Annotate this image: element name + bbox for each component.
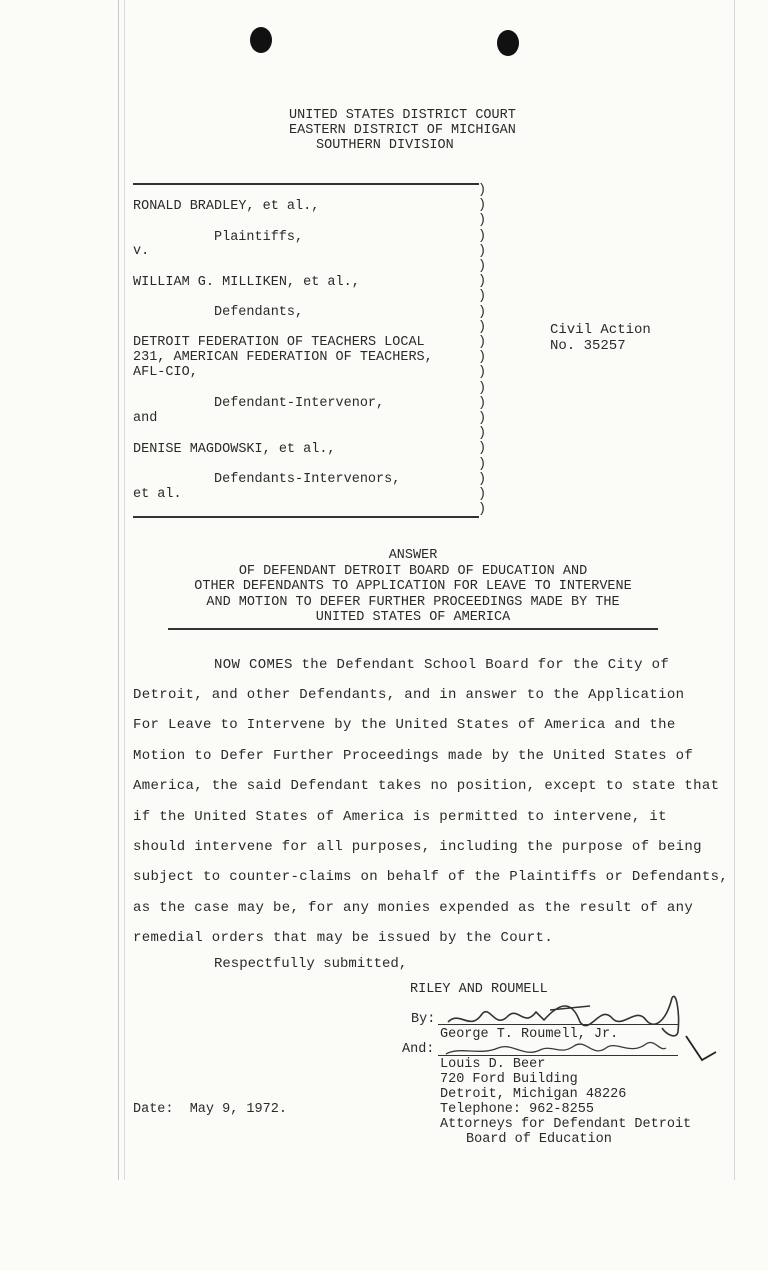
- left-margin-line: [118, 0, 119, 1180]
- attorneys-line1: Attorneys for Defendant Detroit: [440, 1117, 692, 1132]
- caption-plaintiffs-label: Plaintiffs,: [214, 230, 304, 245]
- case-type: Civil Action: [550, 322, 651, 338]
- body-line-4: Motion to Defer Further Proceedings made by the United States of: [133, 748, 694, 764]
- body-line-8: subject to counter-claims on behalf of the Plaintiffs or Defendants,: [133, 869, 729, 885]
- caption-et-al: et al.: [133, 487, 182, 502]
- title-line2: OF DEFENDANT DETROIT BOARD OF EDUCATION AND: [238, 564, 588, 579]
- body-line-9: as the case may be, for any monies expended as the result of any: [133, 900, 694, 916]
- body-line-2: Detroit, and other Defendants, and in answer to the Application: [133, 687, 685, 703]
- left-margin-line-2: [124, 0, 125, 1180]
- caption-intervenor-line2: 231, AMERICAN FEDERATION OF TEACHERS,: [133, 350, 433, 365]
- caption-intervenor-line3: AFL-CIO,: [133, 365, 198, 380]
- firm-name: RILEY AND ROUMELL: [410, 982, 548, 997]
- telephone: Telephone: 962-8255: [440, 1102, 594, 1117]
- caption-plaintiff: RONALD BRADLEY, et al.,: [133, 199, 320, 214]
- caption-bottom-rule: [133, 516, 479, 518]
- caption-defendants-label: Defendants,: [214, 305, 304, 320]
- punch-hole-left: [250, 27, 272, 53]
- case-number: No. 35257: [550, 338, 626, 354]
- caption-and: and: [133, 411, 158, 426]
- court-name-line3: SOUTHERN DIVISION: [316, 138, 454, 153]
- caption-paren-column: ) ) ) ) ) ) ) ) ) ) ) ) ) ) ) ) ) ) ) ) ) ): [478, 183, 487, 518]
- by-label: By:: [411, 1012, 436, 1027]
- caption-intervenors-label: Defendants-Intervenors,: [214, 472, 401, 487]
- attorneys-line2: Board of Education: [466, 1132, 612, 1147]
- and-label: And:: [402, 1042, 435, 1057]
- court-name-line2: EASTERN DISTRICT OF MICHIGAN: [289, 123, 516, 138]
- title-line5: UNITED STATES OF AMERICA: [315, 610, 511, 625]
- title-underline: [168, 628, 658, 630]
- body-line-3: For Leave to Intervene by the United States of America and the: [133, 717, 676, 733]
- address-line1: 720 Ford Building: [440, 1072, 578, 1087]
- address-line2: Detroit, Michigan 48226: [440, 1087, 627, 1102]
- title-line3: OTHER DEFENDANTS TO APPLICATION FOR LEAVE TO INTERVENE: [194, 579, 632, 594]
- caption-top-rule: [133, 183, 479, 185]
- caption-intervenors: DENISE MAGDOWSKI, et al.,: [133, 442, 336, 457]
- caption-intervenor-label: Defendant-Intervenor,: [214, 396, 385, 411]
- caption-versus: v.: [133, 244, 150, 259]
- body-line-7: should intervene for all purposes, including the purpose of being: [133, 839, 702, 855]
- caption-intervenor-line1: DETROIT FEDERATION OF TEACHERS LOCAL: [133, 335, 425, 350]
- right-margin-line: [734, 0, 735, 1180]
- date-line: Date: May 9, 1972.: [133, 1102, 287, 1117]
- punch-hole-right: [497, 30, 519, 56]
- body-line-5: America, the said Defendant takes no position, except to state that: [133, 778, 720, 794]
- body-line-1: NOW COMES the Defendant School Board for the City of: [214, 657, 670, 673]
- caption-defendant: WILLIAM G. MILLIKEN, et al.,: [133, 275, 360, 290]
- respectfully-submitted: Respectfully submitted,: [214, 956, 408, 972]
- signer-1-name: George T. Roumell, Jr.: [440, 1027, 619, 1042]
- title-line4: AND MOTION TO DEFER FURTHER PROCEEDINGS MADE BY THE: [206, 595, 620, 610]
- body-line-10: remedial orders that may be issued by the Court.: [133, 930, 554, 946]
- title-line1: ANSWER: [388, 548, 438, 563]
- court-name-line1: UNITED STATES DISTRICT COURT: [289, 108, 516, 123]
- body-line-6: if the United States of America is permitted to intervene, it: [133, 809, 667, 825]
- signer-2-name: Louis D. Beer: [440, 1057, 546, 1072]
